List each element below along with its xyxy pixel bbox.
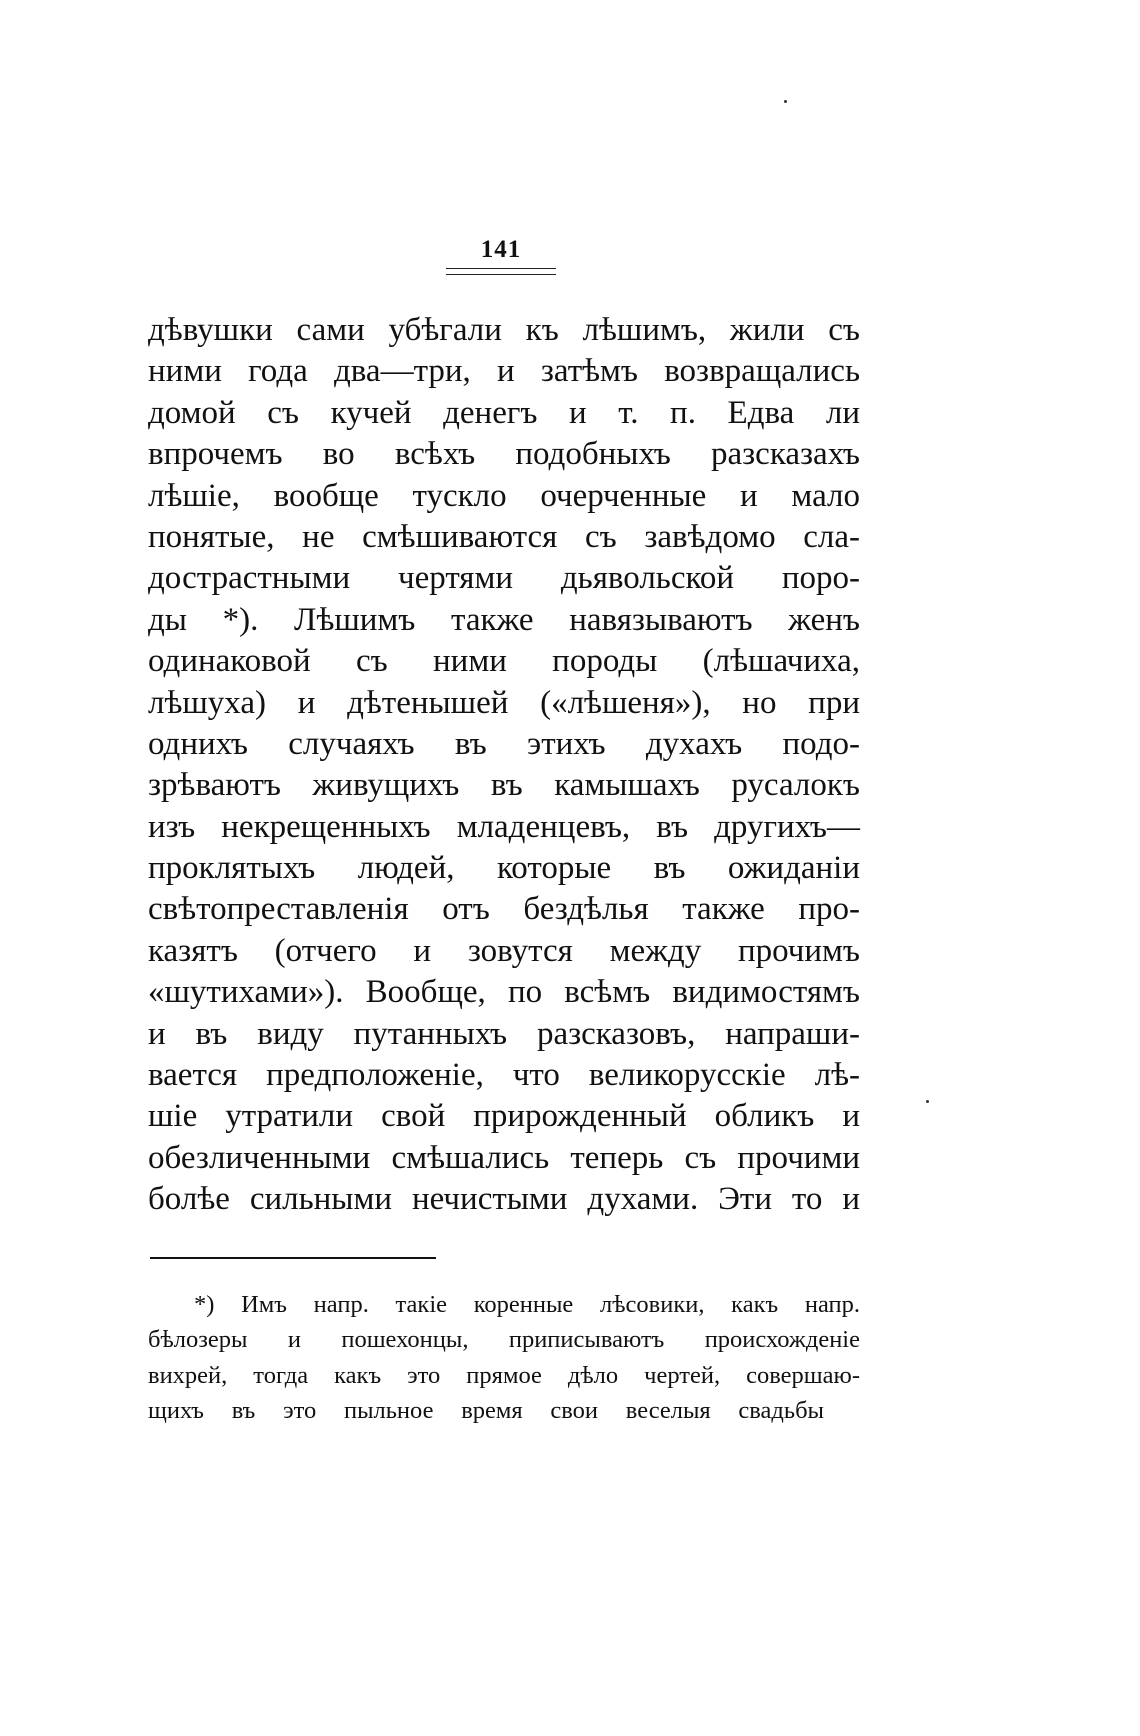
text-line: казятъ (отчего и зовутся между прочимъ	[148, 932, 860, 969]
page-number-rule-top	[446, 268, 556, 269]
text-line: изъ некрещенныхъ младенцевъ, въ другихъ—	[148, 808, 860, 845]
text-line: обезличенными смѣшались теперь съ прочими	[148, 1139, 860, 1176]
scan-speck	[784, 100, 787, 103]
text-line: дѣвушки сами убѣгали къ лѣшимъ, жили съ	[148, 312, 860, 348]
text-line: однихъ случаяхъ въ этихъ духахъ подо-	[148, 725, 860, 762]
footnote	[148, 1287, 860, 1428]
text-line: проклятыхъ людей, которые въ ожиданіи	[148, 850, 860, 887]
footnote-line: *) Имъ напр. такіе коренные лѣсовики, какъ напр.	[194, 1291, 860, 1318]
footnote-line: вихрей, тогда какъ это прямое дѣло чертей, совершаю-	[148, 1361, 860, 1389]
text-line: понятые, не смѣшиваются съ завѣдомо сла-	[148, 518, 860, 555]
text-line: впрочемъ во всѣхъ подобныхъ разсказахъ	[148, 436, 860, 473]
page-number-rule-bottom	[446, 274, 556, 275]
text-line: зрѣваютъ живущихъ въ камышахъ русалокъ	[148, 767, 860, 804]
text-line: домой съ кучей денегъ и т. п. Едва ли	[148, 394, 860, 431]
text-line: шіе утратили свой прирожденный обликъ и	[148, 1098, 860, 1135]
text-line: дострастными чертями дьявольской поро-	[148, 560, 860, 597]
footnote-line: бѣлозеры и пошехонцы, приписываютъ происхожденіе	[148, 1326, 860, 1354]
footnote-line: щихъ въ это пыльное время свои веселыя свадьбы	[148, 1396, 824, 1424]
text-line: лѣшуха) и дѣтенышей («лѣшеня»), но при	[148, 684, 860, 721]
text-line: ними года два—три, и затѣмъ возвращались	[148, 353, 860, 390]
page-number: 141	[480, 236, 522, 263]
scan-speck	[926, 1100, 929, 1103]
main-text	[148, 310, 860, 1221]
footnote-separator	[150, 1257, 436, 1259]
text-line: лѣшіе, вообще тускло очерченные и мало	[148, 477, 860, 514]
text-line: вается предположеніе, что великорусскіе лѣ-	[148, 1057, 860, 1094]
text-line: «шутихами»). Вообще, по всѣмъ видимостямъ	[148, 974, 860, 1011]
text-line: одинаковой съ ними породы (лѣшачиха,	[148, 643, 860, 680]
text-line: и въ виду путанныхъ разсказовъ, напраши-	[148, 1015, 860, 1052]
text-line: ды *). Лѣшимъ также навязываютъ женъ	[148, 601, 860, 638]
text-line: болѣе сильными нечистыми духами. Эти то и	[148, 1181, 860, 1218]
text-line: свѣтопреставленія отъ бездѣлья также про-	[148, 891, 860, 928]
